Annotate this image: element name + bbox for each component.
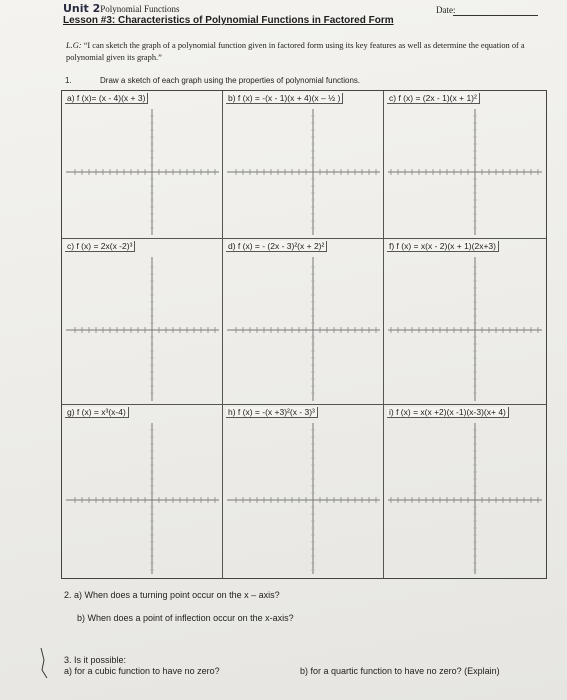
learning-goal: [66, 40, 546, 64]
learning-goal-prefix: L.G:: [66, 41, 82, 50]
graph-function-label: d) f (x) = - (2x - 3)²(x + 2)²: [226, 241, 327, 252]
graph-function-label: g) f (x) = x³(x-4): [65, 407, 129, 418]
coordinate-axes: [62, 91, 223, 239]
unit-title: Polynomial Functions: [100, 4, 180, 14]
graph-cell[interactable]: [384, 405, 546, 578]
graph-cell[interactable]: [384, 91, 546, 239]
question-3a: a) for a cubic function to have no zero?: [64, 666, 220, 676]
graph-function-label: h) f (x) = -(x +3)²(x - 3)³: [226, 407, 318, 418]
graph-cell[interactable]: [223, 405, 384, 578]
coordinate-axes: [62, 239, 223, 405]
graph-function-label: i) f (x) = x(x +2)(x -1)(x-3)(x+ 4): [387, 407, 509, 418]
question-1-prompt: Draw a sketch of each graph using the properties of polynomial functions.: [100, 76, 361, 85]
coordinate-axes: [223, 239, 384, 405]
pen-mark: [38, 646, 52, 680]
graph-function-label: c) f (x) = 2x(x -2)³: [65, 241, 135, 252]
question-3-title: 3. Is it possible:: [64, 655, 127, 665]
coordinate-axes: [384, 91, 546, 239]
date-blank-line: [453, 15, 538, 16]
unit-heading: [63, 2, 180, 15]
graph-function-label: b) f (x) = -(x - 1)(x + 4)(x – ½ ): [226, 93, 343, 104]
graph-cell[interactable]: [62, 91, 223, 239]
coordinate-axes: [384, 239, 546, 405]
date-label: Date:: [436, 5, 456, 15]
graph-function-label: c) f (x) = (2x - 1)(x + 1)²: [387, 93, 480, 104]
question-2b: b) When does a point of inflection occur on the x-axis?: [77, 613, 294, 623]
graph-function-label: f) f (x) = x(x - 2)(x + 1)(2x+3): [387, 241, 499, 252]
coordinate-axes: [223, 91, 384, 239]
coordinate-axes: [62, 405, 223, 578]
coordinate-axes: [223, 405, 384, 578]
question-3b: b) for a quartic function to have no zero? (Explain): [300, 666, 500, 676]
lesson-title: Lesson #3: Characteristics of Polynomial Functions in Factored Form: [63, 15, 394, 26]
graph-cell[interactable]: [223, 91, 384, 239]
graph-cell[interactable]: [384, 239, 546, 405]
unit-handwritten: Unit 2: [63, 2, 101, 15]
graph-cell[interactable]: [62, 405, 223, 578]
graph-grid-table: [61, 90, 547, 579]
learning-goal-text: “I can sketch the graph of a polynomial function given in factored form using its key features as well as determine the equation of a polynomial given its graph.”: [66, 41, 525, 62]
graph-cell[interactable]: [223, 239, 384, 405]
graph-cell[interactable]: [62, 239, 223, 405]
graph-function-label: a) f (x)= (x - 4)(x + 3): [65, 93, 148, 104]
question-1-number: 1.: [65, 76, 72, 85]
coordinate-axes: [384, 405, 546, 578]
question-2a: 2. a) When does a turning point occur on the x – axis?: [64, 590, 280, 600]
